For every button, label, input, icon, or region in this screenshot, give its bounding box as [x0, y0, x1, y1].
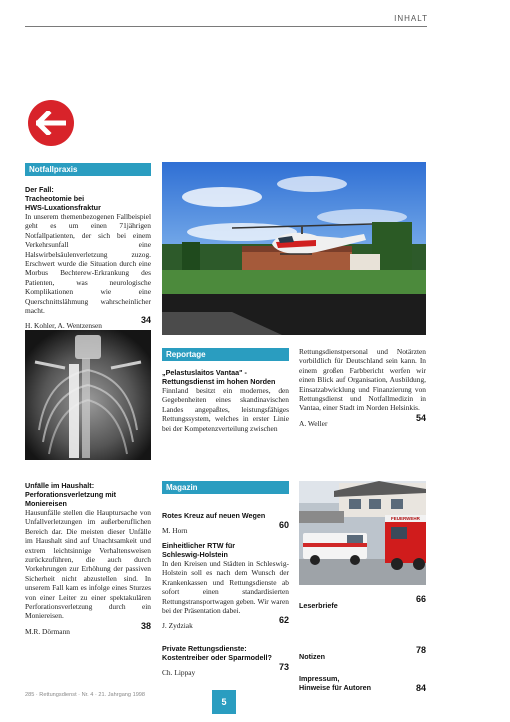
- article-body: Hausunfälle stellen die Hauptursache von Unfallverletzungen im außerberuflichen Bereich dar. Die meisten dieser Unfälle im Haushalt sind auf Unachtsamkeit und extrem leichtsinnige Verhaltensweisen zurückzuführen, die auch durch Vorkehrungen zur Erhöhung der passiven Sicherheit nicht abzustellen sind. In unserem Fall kam es infolge eines Sturzes von einer Leiter zu einer spektakulären Perforationsverletzung durch ein Moniereisen.: [25, 508, 151, 621]
- article-title-line: Perforationsverletzung mit: [25, 490, 117, 499]
- article-author: M. Horn: [162, 526, 188, 535]
- page-number: 66: [415, 594, 426, 604]
- article-vantaa-continued[interactable]: [299, 347, 426, 431]
- footer-text: 285 · Rettungsdienst · Nr. 4 · 21. Jahrgang 1998: [25, 692, 146, 698]
- article-author: H. Kohler, A. Wentzensen: [25, 321, 102, 331]
- article-tracheotomie[interactable]: [25, 185, 151, 333]
- page-number: 34: [140, 315, 151, 326]
- page-number: 73: [278, 662, 289, 672]
- article-title-line: Schleswig-Holstein: [162, 550, 228, 559]
- article-author: Ch. Lippay: [162, 668, 196, 677]
- page-number: 38: [140, 620, 151, 631]
- page-number: 62: [278, 615, 289, 626]
- xray-photo: [25, 330, 151, 460]
- toc-entry-leserbriefe[interactable]: [299, 594, 426, 610]
- toc-entry-private-rettungsdienste[interactable]: [162, 644, 289, 680]
- article-author: J. Zydziak: [162, 621, 193, 631]
- article-author: M.R. Dörmann: [25, 626, 70, 636]
- article-body: Rettungsdienstpersonal und Notärzten vorbildlich für Deutschland sein kann. In einem großen Farbbericht werfen wir einen Blick auf Organisation, Ausbildung, Einsatzabwicklung und Finanzierung von Rettungsdienst und Notfallmedizin in Vantaa, einer Stadt im Norden Helsinkis.: [299, 347, 426, 413]
- article-haushalt[interactable]: [25, 481, 151, 639]
- article-body: In den Kreisen und Städten in Schleswig-Holstein soll es nach dem Wunsch der Krankenkassen und Rettungsdienste ab sofort einen standardisierten Rettungstransportwagen geben. Wir waren bei der Präsentation dabei.: [162, 559, 289, 616]
- toc-entry-rotes-kreuz[interactable]: [162, 511, 289, 538]
- article-title: Notizen: [299, 652, 325, 661]
- section-notfallpraxis: Notfallpraxis: [25, 163, 151, 176]
- article-author: A. Weller: [299, 418, 328, 428]
- section-magazin: Magazin: [162, 481, 289, 494]
- article-vantaa[interactable]: [162, 368, 289, 433]
- toc-entry-impressum[interactable]: [299, 674, 426, 694]
- back-button[interactable]: [28, 100, 74, 146]
- article-title-line: Unfälle im Haushalt:: [25, 481, 95, 490]
- article-title-line: Tracheotomie bei: [25, 194, 85, 203]
- article-title: Leserbriefe: [299, 601, 338, 610]
- article-title-line: Impressum,: [299, 674, 340, 683]
- helicopter-photo: [162, 162, 426, 335]
- header-label: INHALT: [394, 14, 428, 23]
- article-title-line: Moniereisen: [25, 499, 67, 508]
- toc-entry-rtw[interactable]: [162, 541, 289, 633]
- article-title: Rotes Kreuz auf neuen Wegen: [162, 511, 266, 520]
- article-title-line: HWS-Luxationsfraktur: [25, 203, 101, 212]
- arrow-left-icon: [36, 111, 66, 135]
- article-body: Finnland besitzt ein modernes, den Gegebenheiten eines skandinavischen Landes angepaßtes, leistungsfähiges Rettungssystem, welches in erster Linie bei der Kompetenzverteilung zwischen: [162, 386, 289, 433]
- article-title-line: Der Fall:: [25, 185, 54, 194]
- article-title-line: Hinweise für Autoren: [299, 683, 372, 692]
- page-number: 54: [415, 412, 426, 423]
- article-title-line: Einheitlicher RTW für: [162, 541, 236, 550]
- truck-sign-text: FEUERWEHR: [391, 516, 420, 521]
- article-body: In unserem themenbezogenen Fallbeispiel geht es um einen 71jährigen Notfallpatienten, der sich bei einem Verkehrsunfall eine Halswirbelsäulenverletzung zuzog. Erschwert wurde die Situation durch eine Morbus Bechterew-Erkrankung des Patienten, was neurologische Komplikationen wie eine Querschnittslähmung wahrscheinlicher macht.: [25, 212, 151, 316]
- article-title-line: Private Rettungsdienste:: [162, 644, 247, 653]
- page-number: 78: [415, 645, 426, 655]
- section-reportage: Reportage: [162, 348, 289, 361]
- page-number: 84: [415, 683, 426, 693]
- toc-entry-notizen[interactable]: [299, 645, 426, 661]
- article-title-line: Kostentreiber oder Sparmodell?: [162, 653, 272, 662]
- fire-truck-photo: [299, 481, 426, 585]
- article-title-line: Rettungsdienst im hohen Norden: [162, 377, 276, 386]
- page-number-badge: 5: [212, 690, 236, 714]
- page-number: 60: [278, 520, 289, 530]
- header-rule: [25, 26, 427, 27]
- article-title-line: „Pelastuslaitos Vantaa" -: [162, 368, 247, 377]
